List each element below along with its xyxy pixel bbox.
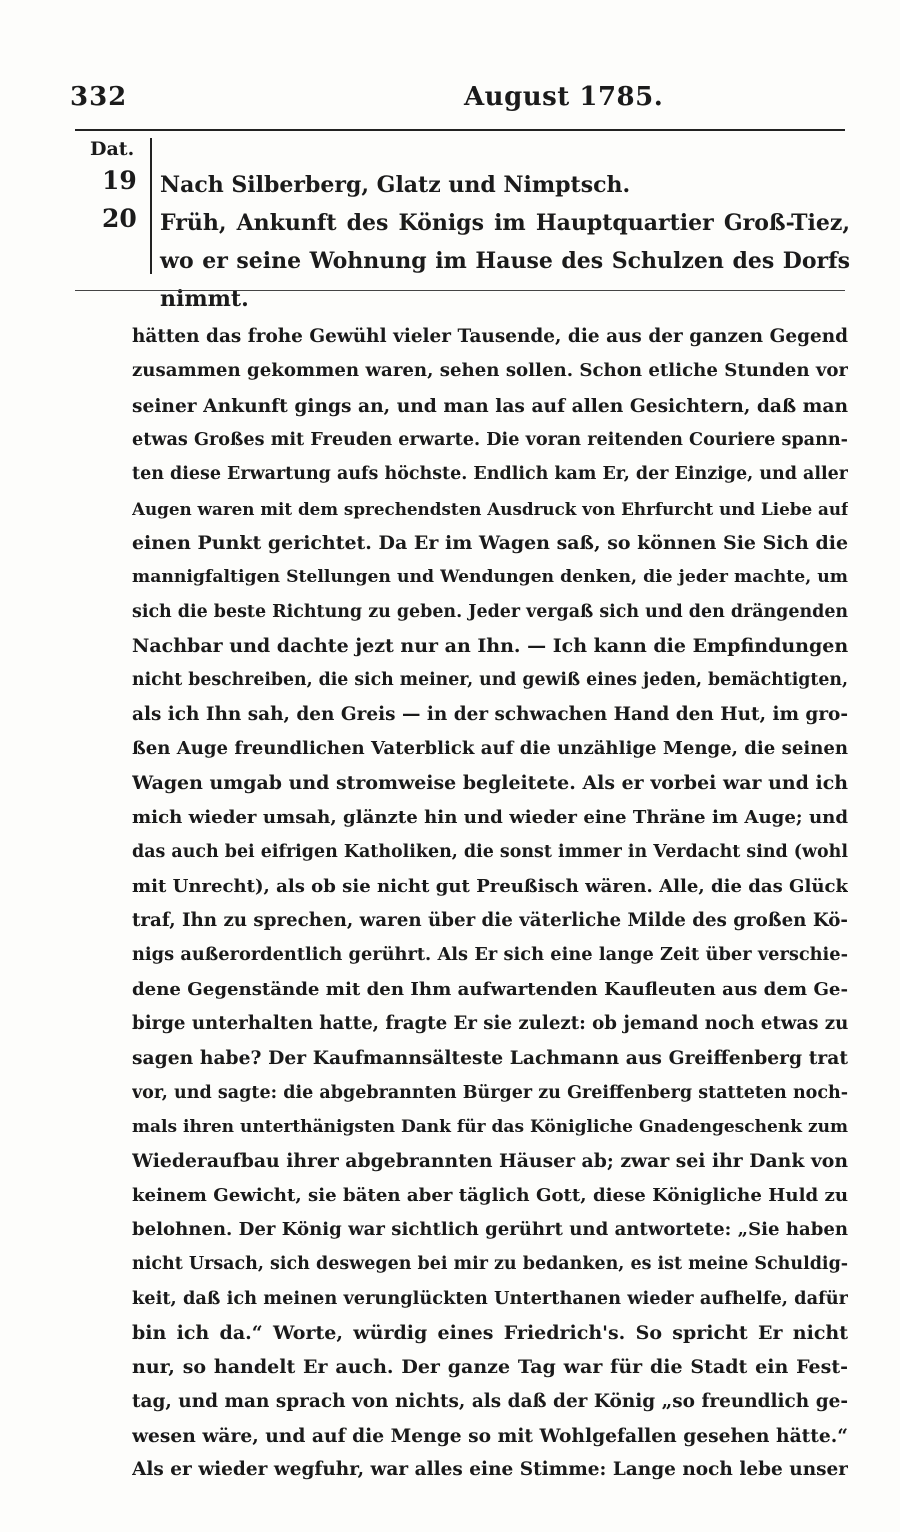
text-line: ten diese Erwartung aufs höchste. Endlich kam Er, der Einzige, und aller [132, 464, 848, 485]
text-line: bin ich da.“ Worte, würdig eines Friedrich's. So spricht Er nicht [132, 1321, 848, 1344]
text-line: hätten das frohe Gewühl vieler Tausende, die aus der ganzen Gegend [132, 326, 848, 347]
text-line: mit Unrecht), als ob sie nicht gut Preußisch wären. Alle, die das Glück [132, 875, 848, 897]
text-line: Wagen umgab und stromweise begleitete. Als er vorbei war und ich [132, 772, 848, 795]
text-line: Als er wieder wegfuhr, war alles eine Stimme: Lange noch lebe unser [132, 1459, 848, 1481]
text-line: vor, und sagte: die abgebrannten Bürger zu Greiffenberg statteten noch- [132, 1082, 848, 1103]
text-line: einen Punkt gerichtet. Da Er im Wagen saß, so können Sie Sich die [132, 532, 848, 555]
date-column-divider [150, 138, 152, 274]
date-entry: 20 [102, 204, 137, 233]
text-line: keinem Gewicht, sie bäten aber täglich Gott, diese Königliche Huld zu [132, 1184, 848, 1206]
header-rule [75, 129, 845, 131]
text-line: mannigfaltigen Stellungen und Wendungen denken, die jeder machte, um [132, 567, 848, 588]
text-line: das auch bei eifrigen Katholiken, die sonst immer in Verdacht sind (wohl [132, 842, 848, 863]
text-line: belohnen. Der König war sichtlich gerührt und antwortete: „Sie haben [132, 1218, 848, 1240]
body-text [132, 320, 848, 1488]
text-line: birge unterhalten hatte, fragte Er sie zulezt: ob jemand noch etwas zu [132, 1012, 848, 1034]
date-entry: 19 [102, 166, 137, 195]
text-line: keit, daß ich meinen verunglückten Unterthanen wieder aufhelfe, dafür [132, 1287, 848, 1309]
text-line: wesen wäre, und auf die Menge so mit Wohlgefallen gesehen hätte.“ [132, 1425, 848, 1447]
text-line: sagen habe? Der Kaufmannsälteste Lachmann aus Greiffenberg trat [132, 1047, 848, 1070]
text-line: Augen waren mit dem sprechendsten Ausdruck von Ehrfurcht und Liebe auf [132, 498, 848, 519]
text-line: ßen Auge freundlichen Vaterblick auf die unzählige Menge, die seinen [132, 738, 848, 760]
date-column [80, 138, 146, 278]
text-line: sich die beste Richtung zu geben. Jeder vergaß sich und den drängenden [132, 601, 848, 622]
text-line: mals ihren unterthänigsten Dank für das Königliche Gnadengeschenk zum [132, 1116, 848, 1137]
text-line: mich wieder umsah, glänzte hin und wieder eine Thräne im Auge; und [132, 806, 848, 828]
text-line: traf, Ihn zu sprechen, waren über die väterliche Milde des großen Kö- [132, 909, 848, 931]
date-column-label: Dat. [90, 138, 135, 160]
text-line: etwas Großes mit Freuden erwarte. Die voran reitenden Couriere spann- [132, 429, 848, 451]
text-line: als ich Ihn sah, den Greis — in der schwachen Hand den Hut, im gro- [132, 703, 848, 725]
diary-entry: Nach Silberberg, Glatz und Nimptsch. [160, 172, 631, 198]
text-line: nicht Ursach, sich deswegen bei mir zu bedanken, es ist meine Schuldig- [132, 1254, 848, 1275]
page-number: 332 [70, 82, 128, 112]
text-line: nur, so handelt Er auch. Der ganze Tag war für die Stadt ein Fest- [132, 1356, 848, 1379]
text-line: tag, und man sprach von nichts, als daß der König „so freundlich ge- [132, 1390, 848, 1412]
text-line: zusammen gekommen waren, sehen sollen. Schon etliche Stunden vor [132, 360, 848, 382]
text-line: dene Gegenstände mit den Ihm aufwartenden Kaufleuten aus dem Ge- [132, 978, 848, 1000]
section-divider [75, 290, 845, 291]
text-line: nicht beschreiben, die sich meiner, und gewiß eines jeden, bemächtigten, [132, 670, 848, 691]
text-line: seiner Ankunft gings an, und man las auf allen Gesichtern, daß man [132, 394, 848, 417]
text-line: Nachbar und dachte jezt nur an Ihn. — Ich kann die Empfindungen [132, 635, 848, 658]
running-head: August 1785. [464, 82, 664, 112]
text-line: Wiederaufbau ihrer abgebrannten Häuser ab; zwar sei ihr Dank von [132, 1150, 848, 1173]
page-header [70, 82, 850, 122]
diary-entries [160, 166, 850, 318]
diary-entry: Früh, Ankunft des Königs im Hauptquartier Groß-Tiez, wo er seine Wohnung im Hause des Schulzen des Dorfs nimmt. [160, 210, 850, 312]
text-line: nigs außerordentlich gerührt. Als Er sich eine lange Zeit über verschie- [132, 944, 848, 966]
